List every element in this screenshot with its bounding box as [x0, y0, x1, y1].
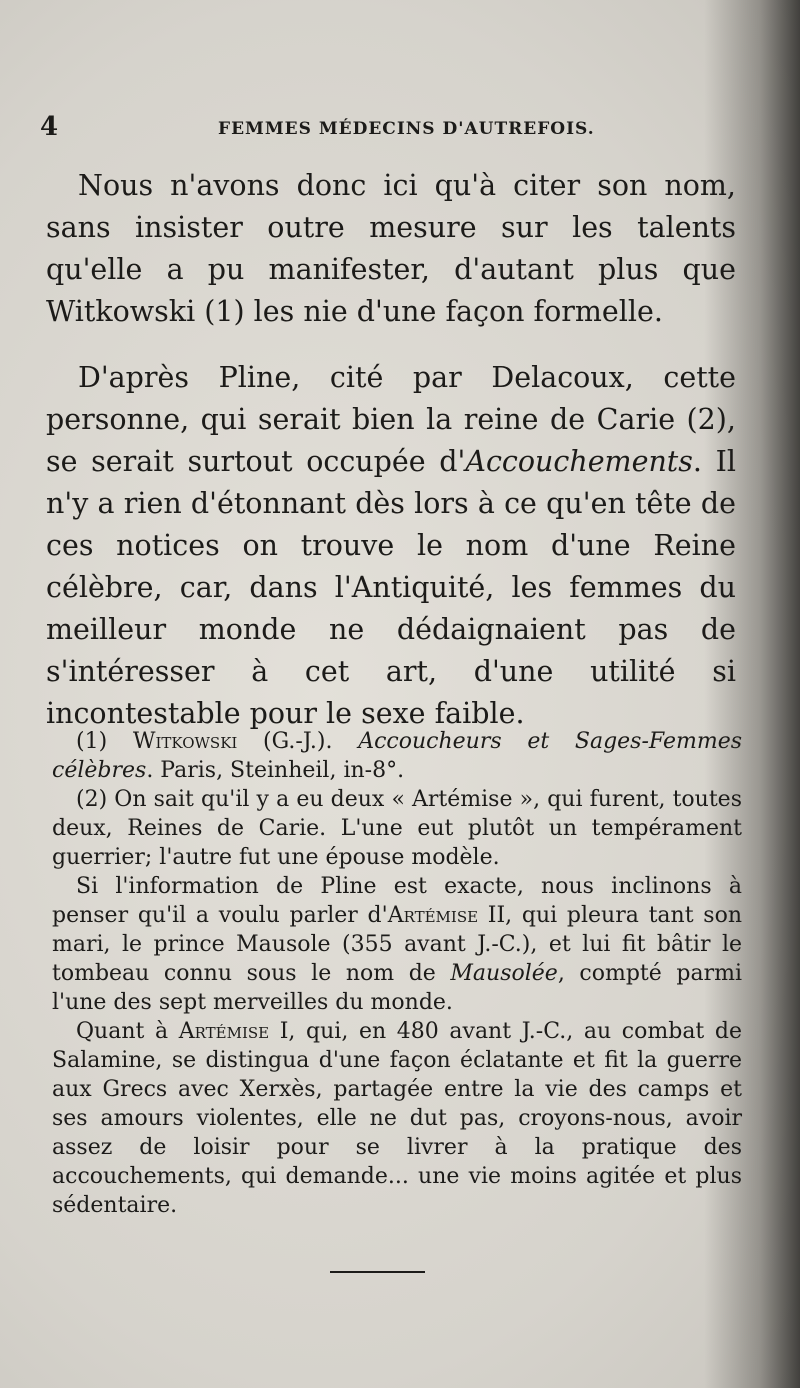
page-number: 4 [40, 112, 59, 142]
footnote-1-rest: . Paris, Steinheil, in-8°. [146, 758, 405, 783]
footnote-1-author: Witkowski [132, 729, 238, 754]
page-header [40, 112, 740, 142]
footnote-3-text-b: II, qui pleura tant son mari, le prince Mausole (355 avant J.-C.), et lui fit bâtir le tombeau connu sous le nom de [52, 903, 742, 986]
footnote-3-name: Artémise [387, 903, 479, 928]
paragraph-2-text-b: . Il n'y a rien d'étonnant dès lors à ce qu'en tête de ces notices on trouve le nom d'une Reine célèbre, car, dans l'Antiquité, les femmes du meilleur monde ne dédaignaient pas de s'intéresser à cet art, d'une utilité si incontestable pour le sexe faible. [46, 445, 736, 730]
footnote-2: (2) On sait qu'il y a eu deux « Artémise », qui furent, toutes deux, Reines de Carie. L'une eut plutôt un tempérament guerrier; l'autre fut une épouse modèle. [52, 787, 742, 870]
end-rule [330, 1271, 425, 1273]
footnote-2-continued-a [52, 872, 742, 1017]
footnote-1-title: Accoucheurs et Sages-Femmes célèbres [52, 729, 743, 783]
running-title: FEMMES MÉDECINS D'AUTREFOIS. [218, 119, 595, 139]
footnote-3-text-c: , compté parmi l'une des sept merveilles du monde. [52, 961, 742, 1015]
paragraph-2-text-a: D'après Pline, cité par Delacoux, cette personne, qui serait bien la reine de Carie (2), se serait surtout occupée d' [46, 361, 736, 478]
footnotes [52, 727, 742, 1220]
footnote-4-name: Artémise [178, 1019, 270, 1044]
footnote-1 [52, 727, 742, 785]
paragraph-2 [46, 357, 736, 735]
footnote-2-continued-b [52, 1017, 742, 1220]
footnote-4-text-a: Quant à [76, 1019, 179, 1044]
footnote-1-mark: (1) [76, 729, 133, 754]
paragraph-1: Nous n'avons donc ici qu'à citer son nom, sans insister outre mesure sur les talents qu'elle a pu manifester, d'autant plus que Witkowski (1) les nie d'une façon formelle. [46, 169, 736, 328]
footnote-1-initials: (G.-J.). [237, 729, 359, 754]
footnote-3-italic: Mausolée [450, 961, 558, 986]
footnote-3-text-a: Si l'information de Pline est exacte, nous inclinons à penser qu'il a voulu parler d' [52, 874, 742, 928]
paragraph-2-italic: Accouchements [465, 445, 693, 478]
main-text [46, 165, 736, 735]
footnote-4-text-b: I, qui, en 480 avant J.-C., au combat de Salamine, se distingua d'une façon éclatante et fit la guerre aux Grecs avec Xerxès, partagée entre la vie des camps et ses amours violentes, elle ne dut pas, croyons-nous, avoir assez de loisir pour se livrer à la pratique des accouchements, qui demande... une vie moins agitée et plus sédentaire. [52, 1019, 743, 1218]
